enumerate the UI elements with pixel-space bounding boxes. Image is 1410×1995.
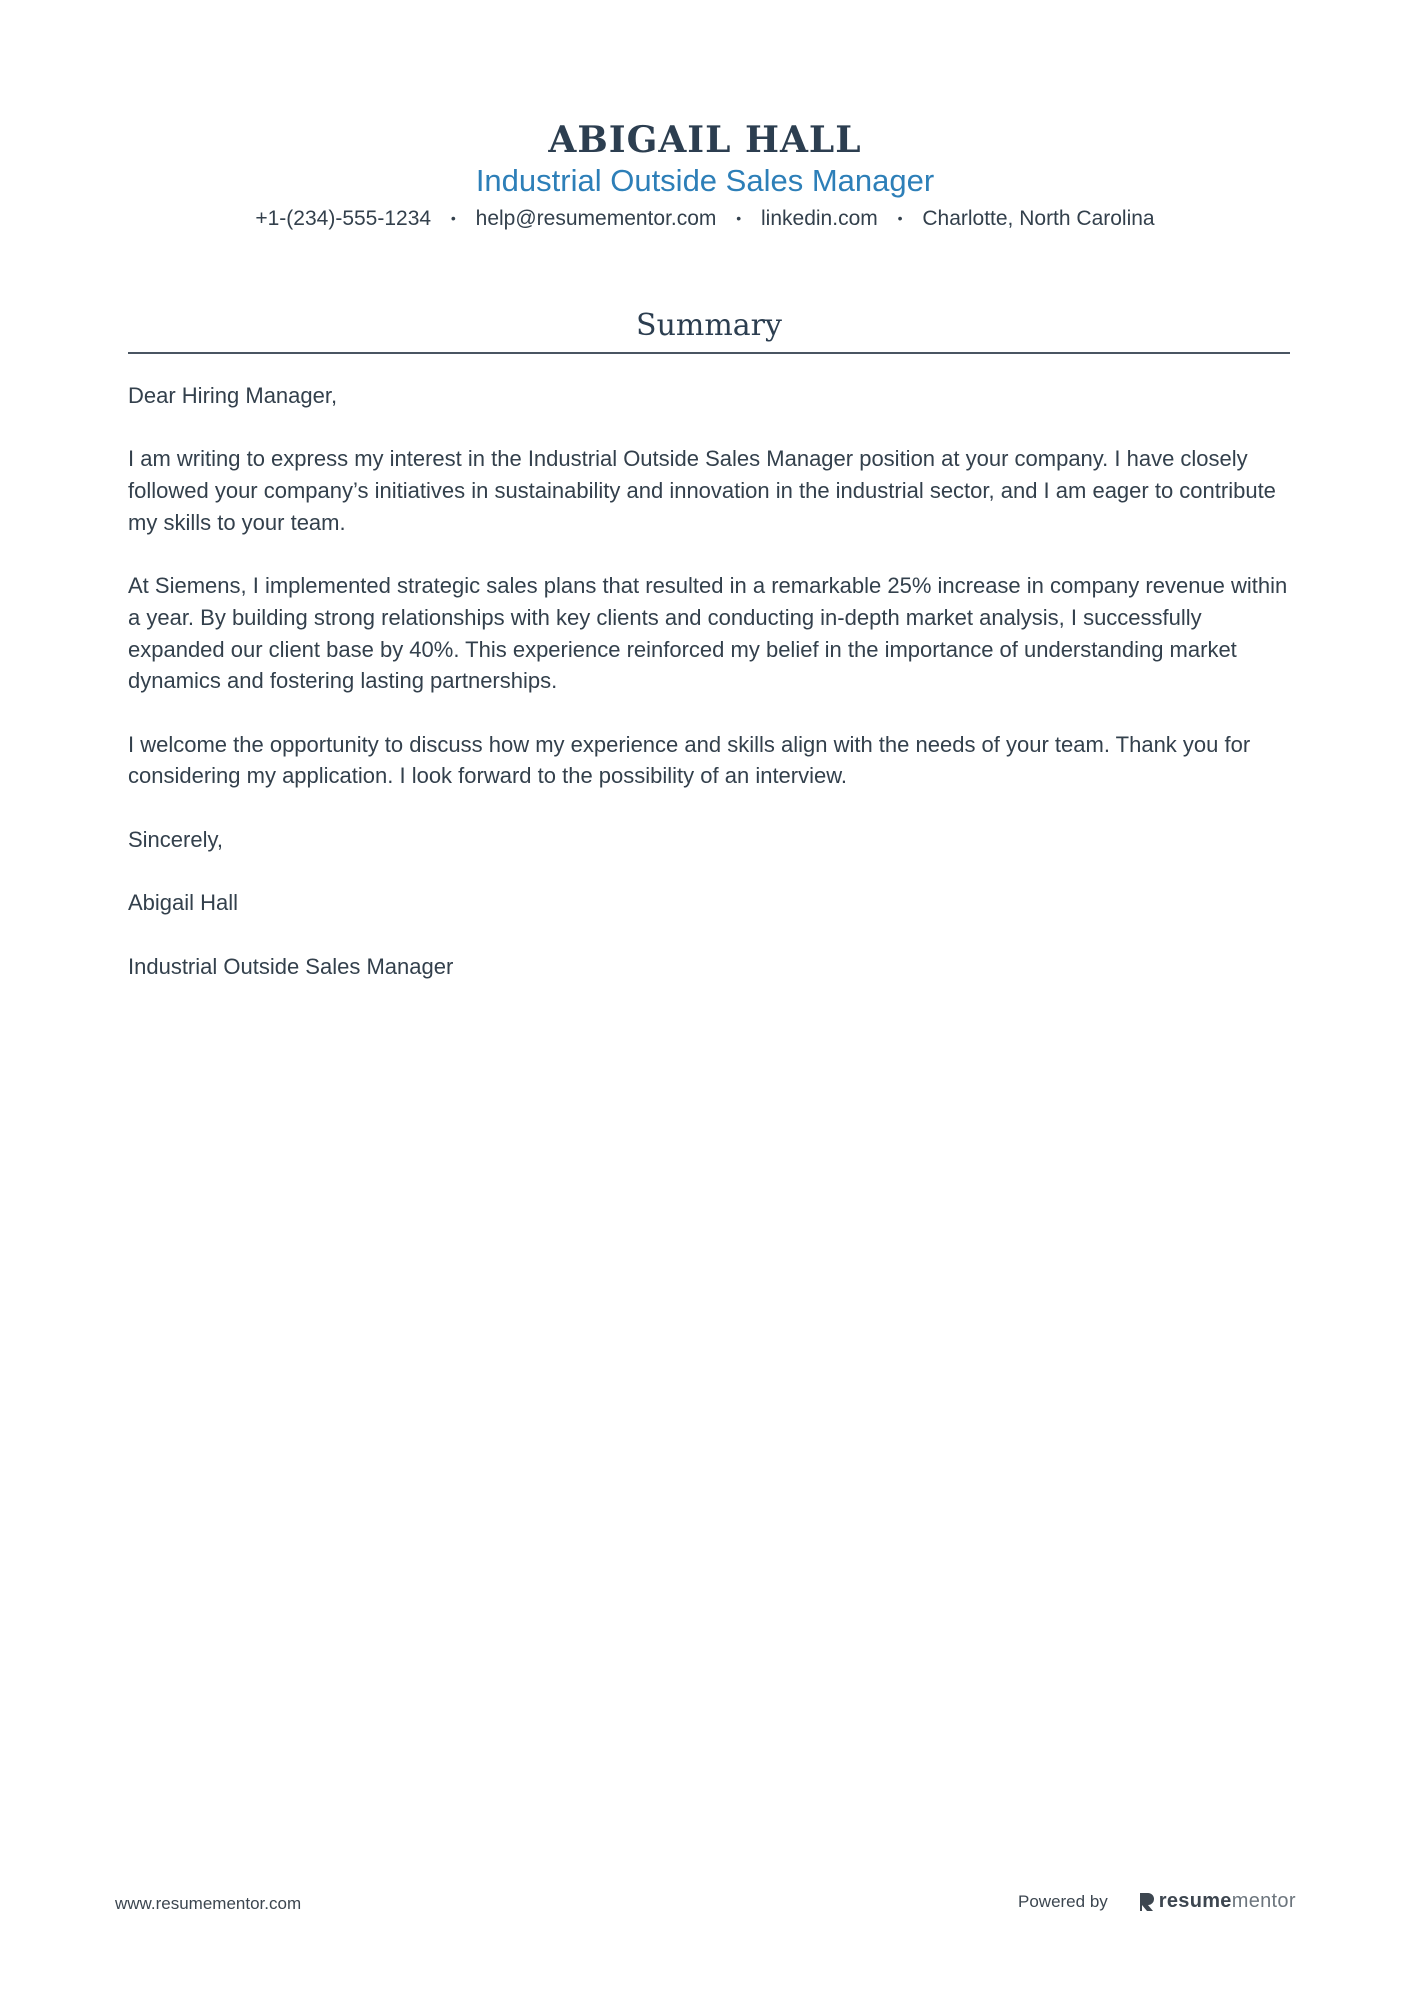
footer-brand <box>1018 1890 1296 1913</box>
candidate-job-title: Industrial Outside Sales Manager <box>475 163 935 198</box>
resumementor-brand[interactable] <box>1138 1890 1296 1913</box>
brand-wordmark-light: mentor <box>1231 1890 1296 1912</box>
contact-linkedin[interactable]: linkedin.com <box>761 207 878 230</box>
contact-phone: +1-(234)-555-1234 <box>255 207 432 230</box>
contact-email[interactable]: help@resumementor.com <box>475 207 717 230</box>
letter-body <box>128 380 1293 1014</box>
brand-wordmark <box>1159 1890 1296 1913</box>
contact-separator: • <box>450 210 456 226</box>
signature-title: Industrial Outside Sales Manager <box>128 953 454 979</box>
letter-paragraph: I welcome the opportunity to discuss how my experience and skills align with the needs of your team. Thank you for considering my application. I look forward to the possibility of an interview. <box>128 731 1251 789</box>
letter-paragraph: I am writing to express my interest in the Industrial Outside Sales Manager position at your company. I have closely followed your company’s initiatives in sustainability and innovation in the industrial sector, and I am eager to contribute my skills to your team. <box>128 446 1276 535</box>
letter-salutation: Dear Hiring Manager, <box>128 383 338 408</box>
brand-wordmark-bold: resume <box>1158 1890 1232 1912</box>
section-title-summary: Summary <box>636 308 782 343</box>
candidate-name: ABIGAIL HALL <box>548 119 862 161</box>
contact-line <box>0 204 1410 233</box>
letter-closing: Sincerely, <box>128 826 223 852</box>
contact-separator: • <box>897 210 903 226</box>
footer-website[interactable]: www.resumementor.com <box>115 1894 302 1913</box>
letter-paragraph: At Siemens, I implemented strategic sales plans that resulted in a remarkable 25% increase in company revenue within a year. By building strong relationships with key clients and conducting in-depth market analysis, I successfully expanded our client base by 40%. This experience reinforced my belief in the importance of understanding market dynamics and fostering lasting partnerships. <box>128 573 1288 694</box>
section-divider <box>128 352 1290 354</box>
powered-by-label: Powered by <box>1018 1891 1108 1911</box>
signature-name: Abigail Hall <box>128 890 239 916</box>
contact-separator: • <box>736 210 742 226</box>
header <box>0 118 1410 233</box>
contact-location: Charlotte, North Carolina <box>922 207 1155 230</box>
resumementor-logo-icon <box>1138 1891 1156 1913</box>
